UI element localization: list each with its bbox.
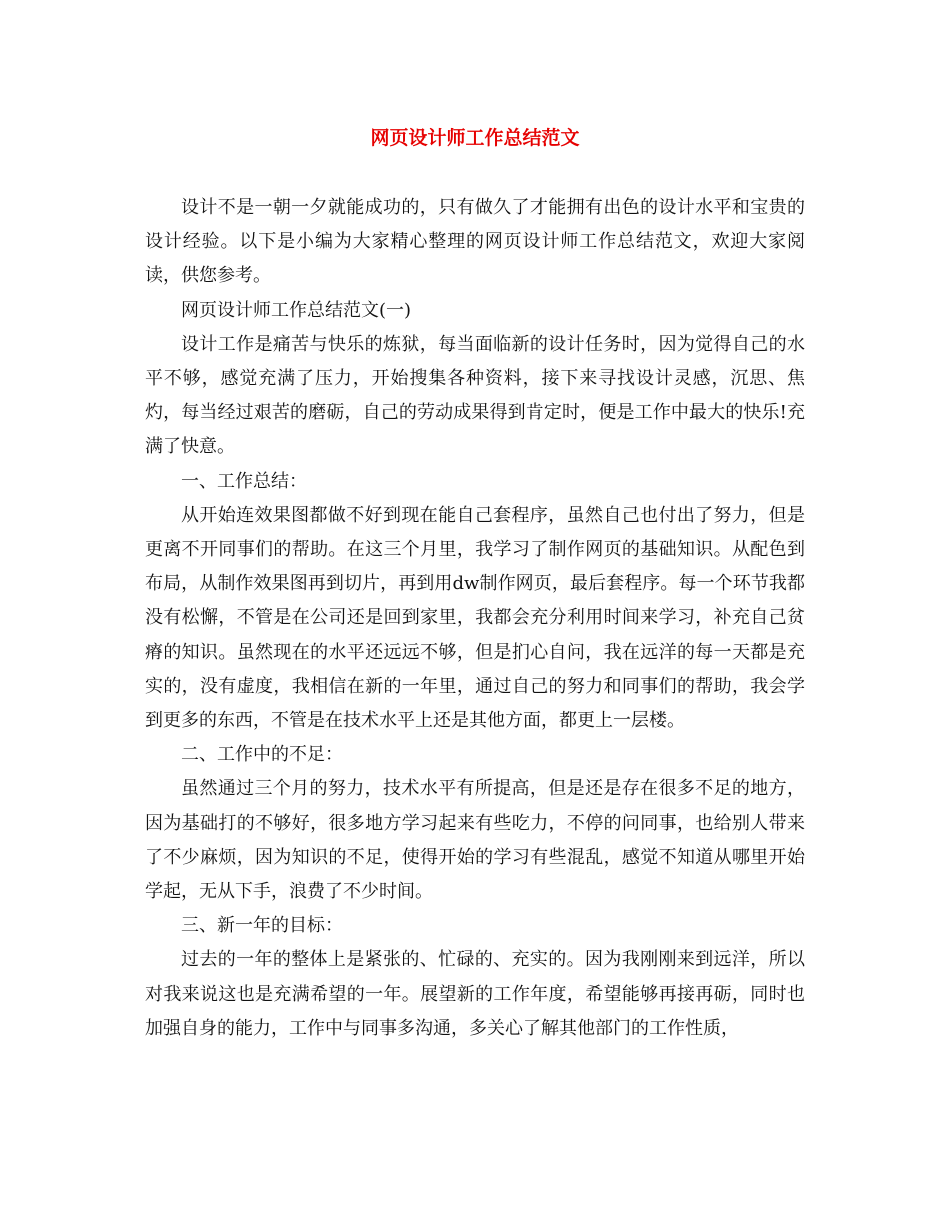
paragraph-goals: 过去的一年的整体上是紧张的、忙碌的、充实的。因为我刚刚来到远洋，所以对我来说这也是充满希望的一年。展望新的工作年度，希望能够再接再砺，同时也加强自身的能力，工作中与同事多沟通，多关心了解其他部门的工作性质， [145,949,805,1039]
document-title: 网页设计师工作总结范文 [370,127,580,149]
section-heading-work-summary: 一、工作总结： [181,470,307,492]
document-body [145,191,805,1046]
section-heading-goals: 三、新一年的目标： [181,915,343,937]
paragraph-shortcomings: 虽然通过三个月的努力，技术水平有所提高，但是还是存在很多不足的地方，因为基础打的不够好，很多地方学习起来有些吃力，不停的问同事，也给别人带来了不少麻烦，因为知识的不足，使得开始的学习有些混乱，感觉不知道从哪里开始学起，无从下手，浪费了不少时间。 [145,778,805,903]
paragraph-work-summary: 从开始连效果图都做不好到现在能自己套程序，虽然自己也付出了努力，但是更离不开同事们的帮助。在这三个月里，我学习了制作网页的基础知识。从配色到布局，从制作效果图再到切片，再到用dw制作网页，最后套程序。每一个环节我都没有松懈，不管是在公司还是回到家里，我都会充分利用时间来学习，补充自己贫瘠的知识。虽然现在的水平还远远不够，但是扪心自问，我在远洋的每一天都是充实的，没有虚度，我相信在新的一年里，通过自己的努力和同事们的帮助，我会学到更多的东西，不管是在技术水平上还是其他方面，都更上一层楼。 [145,504,805,732]
paragraph-intro: 设计不是一朝一夕就能成功的，只有做久了才能拥有出色的设计水平和宝贵的设计经验。以下是小编为大家精心整理的网页设计师工作总结范文，欢迎大家阅读，供您参考。 [145,197,805,287]
section-heading-sample-one: 网页设计师工作总结范文(一) [181,299,412,321]
paragraph-design-work: 设计工作是痛苦与快乐的炼狱，每当面临新的设计任务时，因为觉得自己的水平不够，感觉充满了压力，开始搜集各种资料，接下来寻找设计灵感，沉思、焦灼，每当经过艰苦的磨砺，自己的劳动成果得到肯定时，便是工作中最大的快乐!充满了快意。 [145,333,805,458]
section-heading-shortcomings: 二、工作中的不足： [181,744,343,766]
